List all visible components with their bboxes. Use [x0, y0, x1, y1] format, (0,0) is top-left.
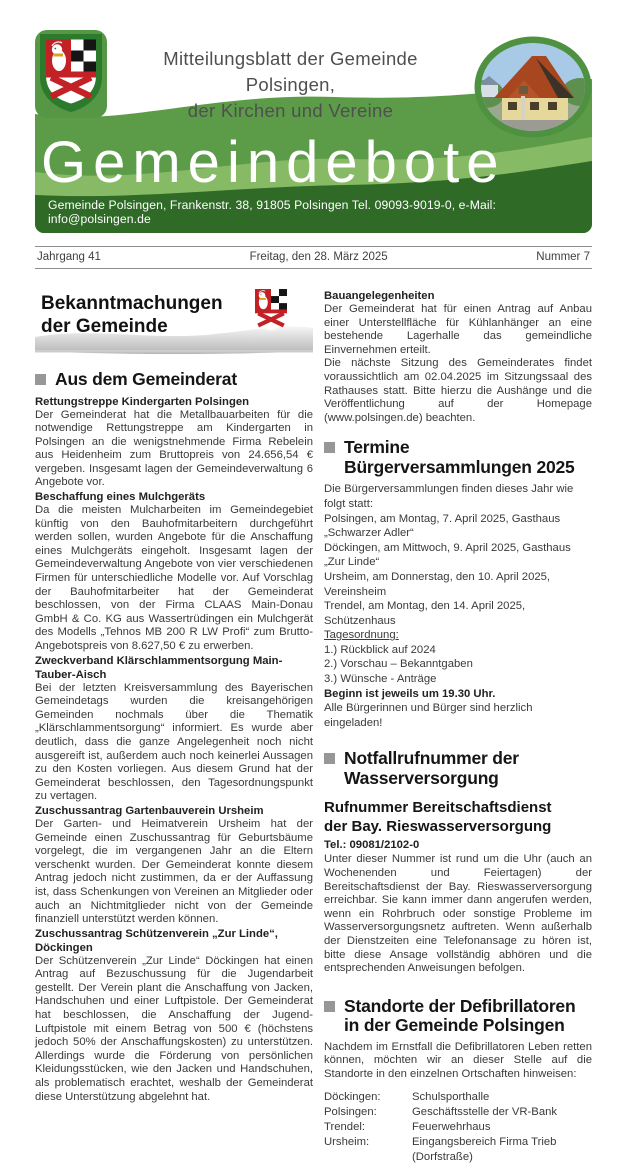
meeting-event: Polsingen, am Montag, 7. April 2025, Gasthaus „Schwarzer Adler“ [324, 512, 561, 540]
section-bullet-icon [324, 1001, 335, 1012]
issue-date: Freitag, den 28. März 2025 [249, 251, 388, 263]
section-heading-gemeinderat [35, 370, 313, 390]
article-klaerschlamm [35, 654, 313, 804]
article-body: Der Gemeinderat hat für einen Antrag auf Anbau einer Unterstellfläche für Kühlanhänger an eine bestehende Lagerhalle das gemeindliche Einvernehmen erteilt. [324, 303, 592, 356]
article-heading: Rettungstreppe Kindergarten Polsingen [35, 395, 250, 408]
emergency-subheading-line2: der Bay. Rieswasserversorgung [324, 818, 552, 836]
article-mulchgeraet [35, 490, 313, 654]
meeting-event: Ursheim, am Donnerstag, den 10. April 2025, Vereinsheim [324, 570, 551, 598]
table-row [324, 1135, 592, 1165]
announcements-title-line2: der Gemeinde [41, 315, 168, 337]
section-title: Aus dem Gemeinderat [55, 369, 237, 389]
section-title-line2: Wasserversorgung [344, 767, 499, 788]
issue-bar [35, 246, 592, 269]
masthead-subtitle-line2: der Kirchen und Vereine [187, 100, 394, 121]
section-bullet-icon [324, 442, 335, 453]
emergency-body: Unter dieser Nummer ist rund um die Uhr (auch an Wochenenden und Feiertagen) der Bereitschaftsdienst der Bay. Rieswasserversorgung erreichbar. Sie kann immer dann angerufen werden, wenn ein Rohrbruch oder sonstige Probleme im Wasserversorgungsnetz auftreten. Wenn außerhalb der Dienstzeiten eine Telefonansage zu hören ist, bitte diese Ansage vollständig abhören und die entsprechenden Anweisungen befolgen. [324, 853, 592, 975]
article-bauangelegenheiten [324, 289, 592, 425]
article-heading: Beschaffung eines Mulchgeräts [35, 491, 206, 504]
section-heading-termine [324, 438, 592, 477]
article-body: Der Schützenverein „Zur Linde“ Döckingen hat einen Antrag auf Bezuschussung für die Jugendarbeit gestellt. Der Verein plant die Anschaffung von Jacken, Handschuhen und einer Luftpistole. Der Gemeinderat hat beschlossen, die Anschaffung der Jugend-Luftpistole mit einem Betrag von 500 € (höchstens jedoch 50% der Anschaffungskosten) zu unterstützen. Allerdings wurde die Förderung von persönlichen Kleidungsstücken, wie den Jacken und Handschuhen, als problematisch erachtet, weshalb der Gemeinderat diese Unterstützung abgelehnt hat. [35, 954, 313, 1103]
newsletter-title: Gemeindebote [41, 130, 506, 195]
page-content [35, 30, 592, 1166]
agenda-item: 3.) Wünsche - Anträge [324, 673, 437, 686]
section-title-line1: Standorte der Defibrillatoren [344, 995, 576, 1016]
defibrillator-locations-table [324, 1090, 592, 1166]
masthead-subtitle [119, 46, 462, 124]
agenda-label: Tagesordnung: [324, 629, 399, 642]
section-title [344, 749, 519, 788]
article-body: Die nächste Sitzung des Gemeinderates findet voraussichtlich am 02.04.2025 im Sitzungssaal des Rathauses statt. Bitte hierzu die Aushänge und die Veröffentlichung auf der Homepage (www.polsingen.de) beachten. [324, 357, 592, 424]
location-name: Polsingen: [324, 1105, 377, 1118]
meeting-begin-line: Beginn ist jeweils um 19.30 Uhr. [324, 687, 496, 700]
article-rettungstreppe [35, 395, 313, 491]
section-title-line1: Notfallrufnummer der [344, 748, 519, 769]
table-row [324, 1090, 592, 1105]
table-row [324, 1120, 592, 1135]
masthead [35, 30, 592, 233]
location-site: Eingangsbereich Firma Trieb (Dorfstraße) [412, 1136, 557, 1164]
article-body: Der Gemeinderat hat die Metallbauarbeiten für die notwendige Rettungstreppe am Kindergarten in Polsingen an die wenigstnehmende Firma Rebelein aus Heidenheim zum Bruttopreis von 24.656,54 € vergeben. Insgesamt lagen der Gemeindeverwaltung 6 Angebote vor. [35, 408, 313, 489]
masthead-subtitle-line1: Mitteilungsblatt der Gemeinde Polsingen, [163, 48, 418, 95]
section-title-line2: in der Gemeinde Polsingen [344, 1015, 565, 1036]
announcements-title-line1: Bekanntmachungen [41, 293, 223, 314]
meeting-event: Trendel, am Montag, den 14. April 2025, Schützenhaus [324, 600, 526, 627]
emergency-subheading [324, 798, 592, 836]
article-gartenbauverein [35, 804, 313, 927]
article-body: Da die meisten Mulcharbeiten im Gemeindegebiet künftig von den Bauhofmitarbeitern durchgeführt werden sollen, wurden Angebote für die Anschaffung eines Mulchgeräts eingeholt. Insgesamt lagen der Gemeindeverwaltung Angebote von vier verschiedenen Firmen für unterschiedliche Modelle vor. Auf Vorschlag der Bauhofmitarbeiter hat der Gemeinderat beschlossen, von der Firma CLAAS Main-Donau GmbH & Co. KG aus Wassertrüdingen ein Mulchgerät des Modells „Tehnos MB 200 R LW Profi“ zum Brutto-Angebotspreis von 8.627,50 € zu erwerben. [35, 504, 313, 652]
defibrillators-intro: Nachdem im Ernstfall die Defibrillatoren Leben retten können, möchten wir an dieser Stelle auf die Standorte in den einzelnen Ortschaften hinweisen: [324, 1040, 592, 1080]
left-column [35, 289, 313, 1166]
article-schuetzenverein [35, 927, 313, 1105]
section-bullet-icon [324, 753, 335, 764]
meeting-invite-line: Alle Bürgerinnen und Bürger sind herzlich eingeladen! [324, 702, 533, 729]
section-bullet-icon [35, 374, 46, 385]
meetings-intro: Die Bürgerversammlungen finden dieses Jahr wie folgt statt: [324, 483, 574, 510]
article-body: Bei der letzten Kreisversammlung des Bayerischen Gemeindetags wurden die kreisangehörigen Gemeinden nochmals über die Thematik „Klärschlammentsorgung“ informiert. Es wurde aber deutlich, dass die ganze Angelegenheit noch nicht ausgereift ist, außerdem auch noch keinerlei Aussagen zu den Kosten vorliegen. Aus diesem Grund hat der Gemeinderat beschlossen, den Tagesordnungspunkt zu vertagen. [35, 681, 313, 803]
village-house-photo [474, 36, 592, 143]
section-heading-defibrillatoren [324, 997, 592, 1036]
section-title: Termine Bürgerversammlungen 2025 [344, 437, 575, 477]
emergency-subheading-line1: Rufnummer Bereitschaftsdienst [324, 799, 552, 817]
coat-of-arms-panel [35, 30, 107, 118]
main-content [35, 289, 592, 1166]
article-heading: Bauangelegenheiten [324, 290, 435, 302]
location-site: Feuerwehrhaus [412, 1120, 491, 1133]
article-heading: Zuschussantrag Gartenbauverein Ursheim [35, 804, 264, 817]
location-site: Geschäftsstelle der VR-Bank [412, 1105, 558, 1118]
location-name: Trendel: [324, 1120, 366, 1133]
issue-number: Nummer 7 [536, 251, 590, 263]
agenda-item: 2.) Vorschau – Bekanntgaben [324, 658, 473, 671]
article-body: Der Garten- und Heimatverein Ursheim hat der Gemeinde einen Zuschussantrag für Geburtsbäume vorgelegt, die im vergangenen Jahr an die Eltern verschenkt wurden. Der Gemeinderat konnte diesem Antrag jedoch nicht zustimmen, da er der Auffassung ist, dass Schenkungen von Vereinen an Mitglieder oder auch an Nichtmitglieder nicht von der Gemeinde finanziell unterstützt werden können. [35, 817, 313, 926]
location-name: Döckingen: [324, 1090, 381, 1103]
announcements-banner [35, 289, 313, 357]
right-column [324, 289, 592, 1166]
location-site: Schulsporthalle [412, 1090, 490, 1103]
article-heading: Zuschussantrag Schützenverein „Zur Linde“, Döckingen [35, 927, 278, 954]
section-title [344, 997, 575, 1036]
agenda-item: 1.) Rückblick auf 2024 [324, 643, 436, 656]
table-row [324, 1105, 592, 1120]
small-coat-of-arms [255, 289, 287, 330]
coat-of-arms [39, 33, 103, 113]
section-heading-notfallrufnummer [324, 749, 592, 788]
issue-volume: Jahrgang 41 [37, 251, 101, 263]
article-heading: Zweckverband Klärschlammentsorgung Main-Tauber-Aisch [35, 654, 283, 681]
masthead-address-line: Gemeinde Polsingen, Frankenstr. 38, 91805 Polsingen Tel. 09093-9019-0, e-Mail: info@polsingen.de [48, 198, 496, 226]
meeting-event: Döckingen, am Mittwoch, 9. April 2025, Gasthaus „Zur Linde“ [324, 541, 571, 569]
emergency-phone-number: Tel.: 09081/2102-0 [324, 839, 420, 852]
location-name: Ursheim: [324, 1136, 370, 1149]
